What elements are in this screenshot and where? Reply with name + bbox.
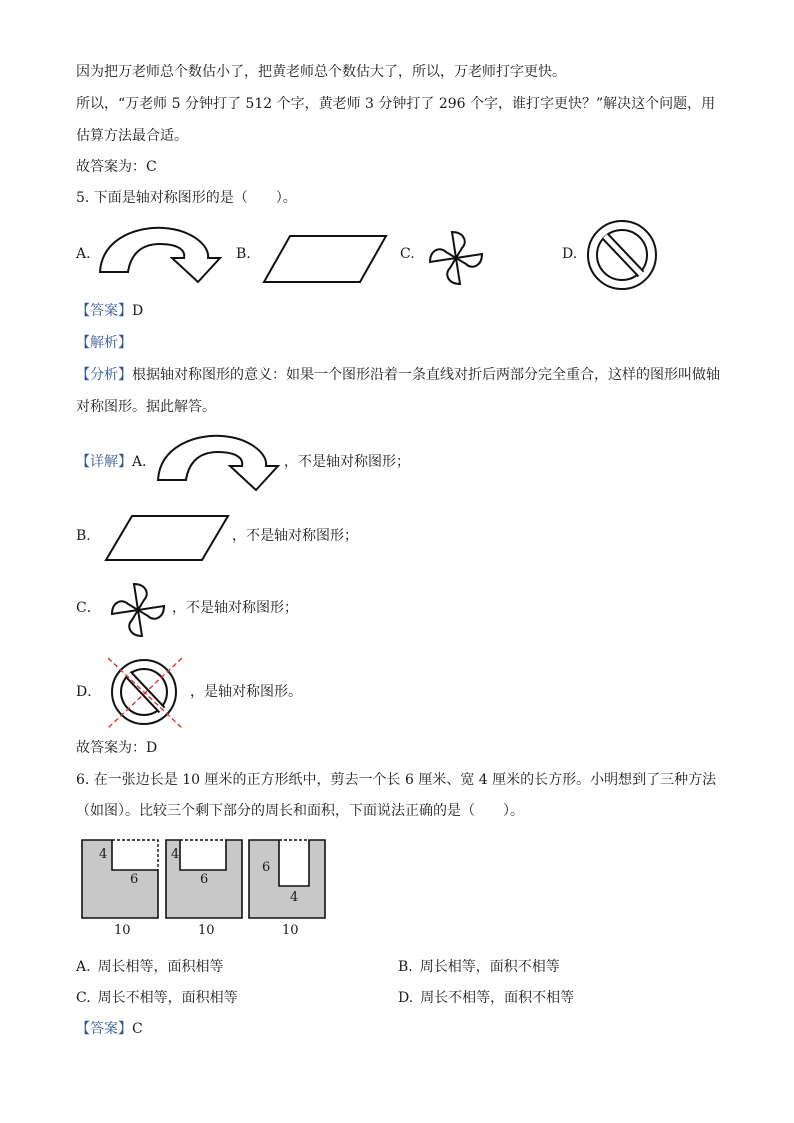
intro-line-2: 所以，“万老师 5 分钟打了 512 个字，黄老师 3 分钟打了 296 个字，谁打字更快？”解决这个问题，用 — [76, 96, 716, 112]
q5-final-answer: 故答案为：D — [76, 740, 158, 756]
fenxi-text-1: 根据轴对称图形的意义：如果一个图形沿着一条直线对折后两部分完全重合，这样的图形叫做轴 — [132, 367, 720, 383]
detail-c-label: C． — [76, 600, 101, 616]
detail-tag: 【详解】 — [76, 454, 132, 470]
q6-option-a — [76, 957, 224, 977]
detail-curved-arrow — [152, 428, 282, 498]
intro-line-3: 估算方法最合适。 — [76, 128, 188, 144]
detail-pinwheel — [102, 578, 174, 642]
pinwheel-figure — [420, 226, 492, 290]
detail-a-text: ，不是轴对称图形； — [284, 454, 410, 470]
q5-fenxi-line-1 — [76, 365, 720, 385]
curved-arrow-figure — [94, 220, 224, 290]
answer-tag: 【答案】 — [76, 303, 132, 319]
fenxi-tag: 【分析】 — [76, 367, 132, 383]
detail-a-label — [76, 452, 156, 472]
q6-option-c-text: 周长不相等，面积相等 — [97, 990, 238, 1006]
answer-value: D — [132, 303, 144, 319]
q6-option-b-label: B. — [398, 959, 413, 975]
q6-stem-2: （如图）。比较三个剩下部分的周长和面积，下面说法正确的是（ ）。 — [76, 803, 524, 819]
q5-fenxi-line-2: 对称图形。据此解答。 — [76, 399, 216, 415]
fig1-side-label: 4 — [99, 847, 108, 862]
detail-parallelogram — [102, 510, 232, 566]
q5-analysis-tag: 【解析】 — [76, 335, 132, 351]
detail-prohibition-sign — [100, 654, 190, 730]
q5-answer-line — [76, 301, 143, 321]
q6-stem-1: 6. 在一张边长是 10 厘米的正方形纸中，剪去一个长 6 厘米、宽 4 厘米的长方形。小明想到了三种方法 — [76, 772, 717, 788]
q6-option-c — [76, 988, 238, 1008]
intro-answer: 故答案为：C — [76, 159, 157, 175]
square-cut-figure-3 — [247, 838, 329, 922]
detail-d-label: D． — [76, 684, 102, 700]
square-cut-figure-1 — [80, 838, 162, 922]
q6-answer-line — [76, 1019, 143, 1039]
fig1-bottom-label: 10 — [114, 923, 131, 938]
detail-d-text: ，是轴对称图形。 — [190, 684, 302, 700]
intro-line-1: 因为把万老师总个数估小了，把黄老师总个数估大了，所以，万老师打字更快。 — [76, 64, 566, 80]
fig3-bottom-label: 10 — [282, 923, 299, 938]
fig3-side-label: 6 — [262, 860, 271, 875]
q6-answer-value: C — [132, 1021, 143, 1037]
fig1-cut-label: 6 — [130, 872, 139, 887]
q6-option-b-text: 周长相等，面积不相等 — [419, 959, 560, 975]
q6-option-a-text: 周长相等，面积相等 — [97, 959, 224, 975]
q5-option-c-label: C. — [400, 246, 415, 262]
q6-answer-tag: 【答案】 — [76, 1021, 132, 1037]
q5-option-b-label: B. — [236, 246, 251, 262]
q5-option-a-label: A. — [76, 246, 91, 262]
detail-c-text: ，不是轴对称图形； — [172, 600, 298, 616]
fig2-side-label: 4 — [171, 847, 180, 862]
q5-option-d-label: D. — [562, 246, 578, 262]
parallelogram-figure — [260, 228, 390, 288]
fig3-cut-label: 4 — [290, 890, 299, 905]
q6-option-a-label: A. — [76, 959, 91, 975]
q6-option-b — [398, 957, 560, 977]
q6-option-c-label: C. — [76, 990, 91, 1006]
detail-a-letter: A． — [132, 454, 157, 470]
q6-option-d — [398, 988, 574, 1008]
prohibition-sign-figure — [584, 218, 662, 292]
q6-option-d-text: 周长不相等，面积不相等 — [420, 990, 575, 1006]
q6-option-d-label: D. — [398, 990, 414, 1006]
q5-stem: 5. 下面是轴对称图形的是（ ）。 — [76, 190, 297, 206]
detail-b-label: B． — [76, 528, 101, 544]
fig2-bottom-label: 10 — [198, 923, 215, 938]
fig2-cut-label: 6 — [200, 872, 209, 887]
detail-b-text: ，不是轴对称图形； — [232, 528, 358, 544]
